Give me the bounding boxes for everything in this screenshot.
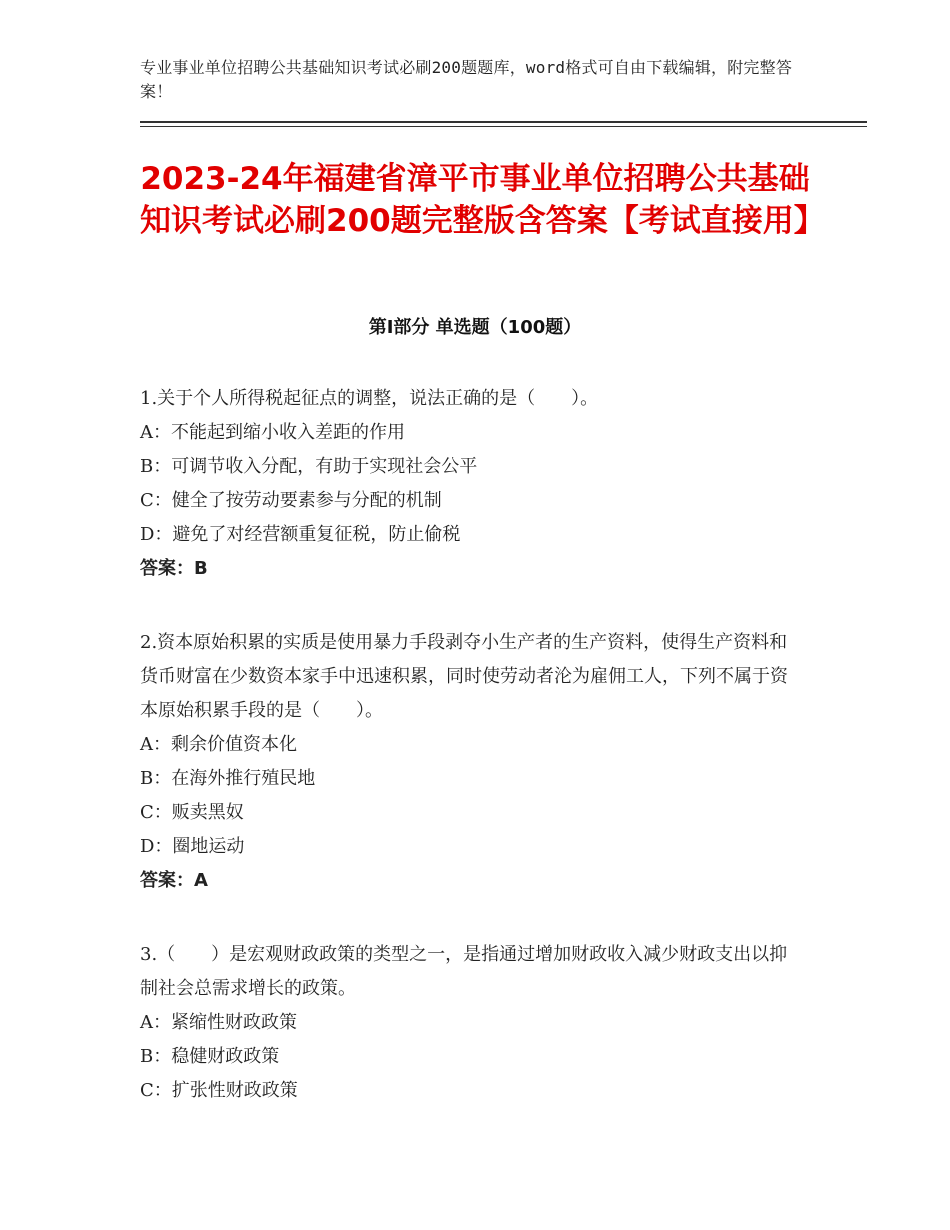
answer: 答案：A bbox=[140, 870, 208, 891]
header-rule-thin bbox=[140, 126, 867, 127]
option-b: B：稳健财政政策 bbox=[140, 1046, 280, 1067]
question-stem: 3.（ ）是宏观财政政策的类型之一，是指通过增加财政收入减少财政支出以抑制社会总需求增长的政策。 bbox=[140, 944, 788, 999]
document-title: 2023-24年福建省漳平市事业单位招聘公共基础知识考试必刷200题完整版含答案【考试直接用】 bbox=[140, 161, 825, 239]
header-note: 专业事业单位招聘公共基础知识考试必刷200题题库，word格式可自由下载编辑，附完整答案！ bbox=[140, 58, 793, 101]
option-c: C：扩张性财政政策 bbox=[140, 1080, 298, 1101]
option-a: A：剩余价值资本化 bbox=[140, 734, 297, 755]
question-stem: 2.资本原始积累的实质是使用暴力手段剥夺小生产者的生产资料，使得生产资料和货币财富在少数资本家手中迅速积累，同时使劳动者沦为雇佣工人，下列不属于资本原始积累手段的是（ ）。 bbox=[140, 632, 788, 721]
option-d: D：圈地运动 bbox=[140, 836, 245, 857]
question-3 bbox=[140, 938, 800, 1108]
option-b: B：在海外推行殖民地 bbox=[140, 768, 316, 789]
question-1 bbox=[140, 382, 800, 586]
section-heading: 第Ⅰ部分 单选题（100题） bbox=[368, 317, 582, 338]
option-d: D：避免了对经营额重复征税，防止偷税 bbox=[140, 524, 461, 545]
question-stem: 1.关于个人所得税起征点的调整，说法正确的是（ ）。 bbox=[140, 388, 599, 409]
option-c: C：贩卖黑奴 bbox=[140, 802, 244, 823]
option-a: A：不能起到缩小收入差距的作用 bbox=[140, 422, 405, 443]
question-list bbox=[140, 382, 800, 1108]
option-c: C：健全了按劳动要素参与分配的机制 bbox=[140, 490, 442, 511]
option-b: B：可调节收入分配，有助于实现社会公平 bbox=[140, 456, 478, 477]
option-a: A：紧缩性财政政策 bbox=[140, 1012, 297, 1033]
answer: 答案：B bbox=[140, 558, 208, 579]
header-rule-thick bbox=[140, 121, 867, 123]
question-2 bbox=[140, 626, 800, 898]
